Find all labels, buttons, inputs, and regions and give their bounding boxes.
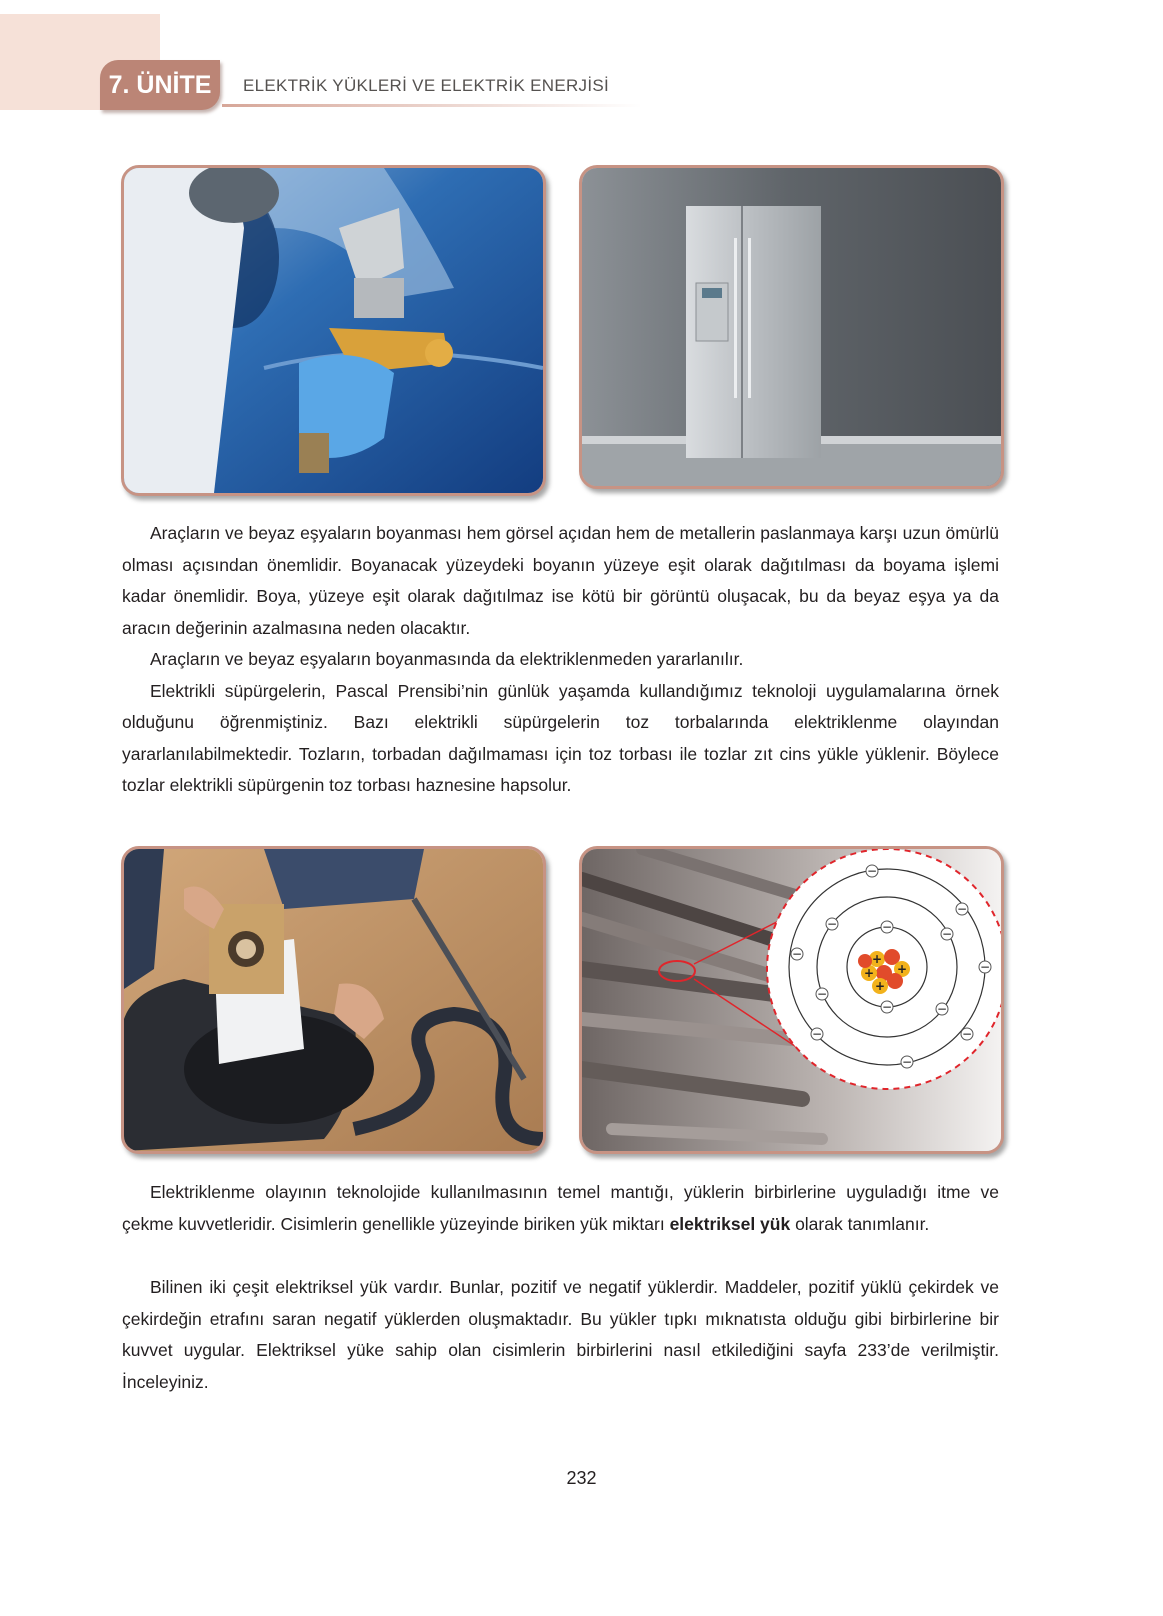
- proton-plus-3: +: [863, 966, 875, 980]
- refrigerator-photo: [579, 165, 1004, 489]
- charge-text-before: Elektriklenme olayının teknolojide kullanılmasının temel mantığı, yüklerin birbirlerine uyguladığı itme ve çekme kuvvetleridir. Cisimlerin genellikle yüzeyinde biriken yük miktarı: [122, 1182, 999, 1234]
- paragraph-electrification-use: Araçların ve beyaz eşyaların boyanmasında da elektriklenmeden yararlanılır.: [150, 649, 744, 669]
- electron-6: −: [936, 1002, 948, 1016]
- charge-text-after: olarak tanımlanır.: [790, 1213, 930, 1234]
- proton-plus-2: +: [896, 962, 908, 976]
- spray-painting-photo: [121, 165, 546, 496]
- electron-8: −: [956, 902, 968, 916]
- paragraph-electric-charge: [122, 1177, 999, 1240]
- vacuum-cleaner-photo: [121, 846, 546, 1154]
- electron-3: −: [826, 917, 838, 931]
- page-number: 232: [566, 1468, 597, 1488]
- electron-10: −: [791, 947, 803, 961]
- unit-title: ELEKTRİK YÜKLERİ VE ELEKTRİK ENERJİSİ: [243, 76, 610, 95]
- electron-11: −: [811, 1027, 823, 1041]
- paragraph-painting: Araçların ve beyaz eşyaların boyanması hem görsel açıdan hem de metallerin paslanmaya karşı uzun ömürlü olması açısından önemlidir. Boyanacak yüzeydeki boyanın yüzeye eşit olarak dağıtılması da boyama işlemi kadar önemlidir. Boya, yüzeye eşit olarak dağıtılmaz ise kötü bir görüntü oluşacak, bu da beyaz eşya ya da aracın değerinin azalmasına neden olacaktır.: [122, 523, 999, 638]
- electron-5: −: [816, 987, 828, 1001]
- electron-9: −: [979, 960, 991, 974]
- electron-7: −: [866, 864, 878, 878]
- term-electric-charge: elektriksel yük: [669, 1213, 791, 1234]
- electron-2: −: [881, 1000, 893, 1014]
- header-rule: [222, 104, 642, 107]
- electron-4: −: [941, 927, 953, 941]
- electron-12: −: [901, 1055, 913, 1069]
- electron-1: −: [881, 920, 893, 934]
- unit-badge: [100, 60, 220, 110]
- proton-plus-4: +: [874, 979, 886, 993]
- paragraph-charge-types: Bilinen iki çeşit elektriksel yük vardır. Bunlar, pozitif ve negatif yüklerdir. Maddeler, pozitif yüklü çekirdek ve çekirdeğin etrafını saran negatif yüklerden oluşmaktadır. Bu yükler tıpkı mıknatısta olduğu gibi birbirlerine bir kuvvet uygular. Elektriksel yüke sahip olan cisimlerin birbirlerini nasıl etkilediğini sayfa 233’de verilmiştir. İnceleyiniz.: [122, 1277, 999, 1392]
- nails-atom-photo: [579, 846, 1004, 1154]
- proton-plus-1: +: [871, 952, 883, 966]
- electron-13: −: [961, 1027, 973, 1041]
- paragraph-vacuum-cleaner: Elektrikli süpürgelerin, Pascal Prensibi’nin günlük yaşamda kullandığımız teknoloji uygulamalarına örnek olduğunu öğrenmiştiniz. Bazı elektrikli süpürgelerin toz torbalarında elektriklenme olayından yararlanılabilmektedir. Tozların, torbadan dağılmaması için toz torbası ile tozlar zıt cins yükle yüklenir. Böylece tozlar elektrikli süpürgenin toz torbası haznesine hapsolur.: [122, 680, 999, 795]
- unit-label: 7. ÜNİTE: [108, 70, 212, 99]
